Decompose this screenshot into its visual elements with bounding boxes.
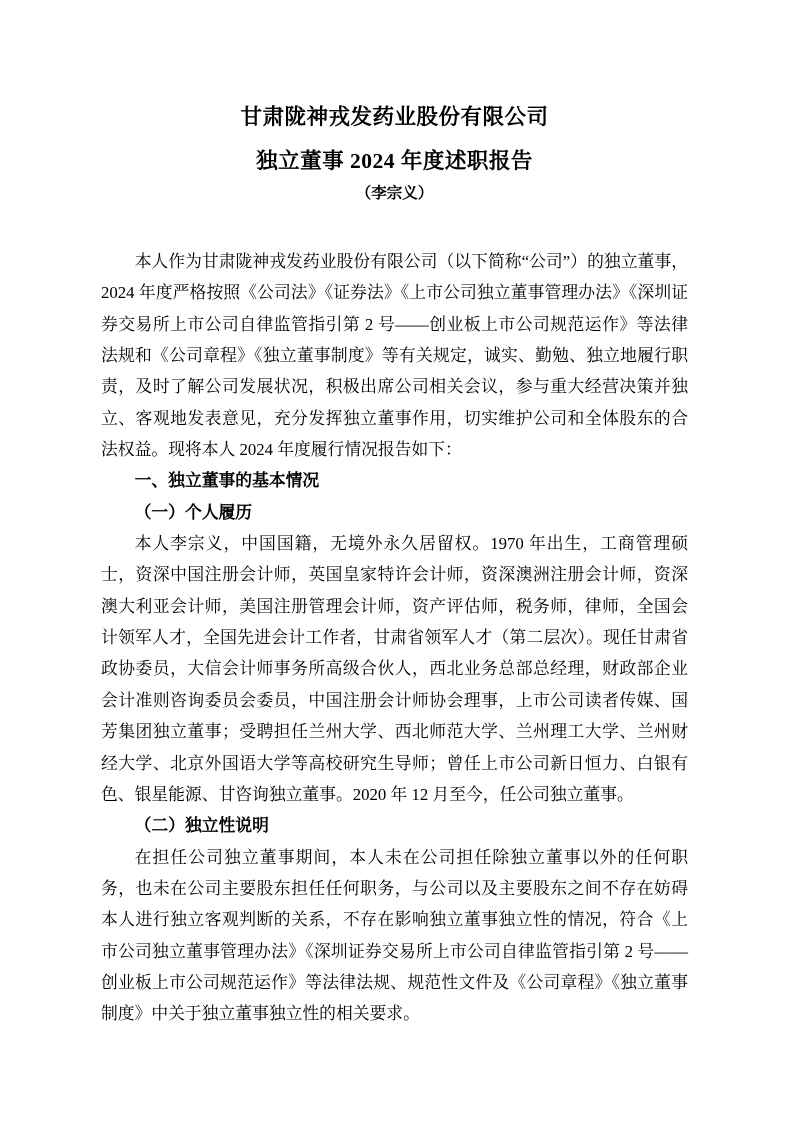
subsection-heading-personal-resume: （一）个人履历 bbox=[134, 502, 253, 522]
intro-paragraph: 本人作为甘肃陇神戎发药业股份有限公司（以下简称“公司”）的独立董事，2024 年度严格按照《公司法》《证券法》《上市公司独立董事管理办法》《深圳证券交易所上市公司自律监管指引第 2 号——创业板上市公司规范运作》等法律法规和《公司章程》《独立董事制度》等有关规定，诚实、勤勉、独立地履行职责，及时了解公司发展状况，积极出席公司相关会议，参与重大经营决策并独立、客观地发表意见，充分发挥独立董事作用，切实维护公司和全体股东的合法权益。现将本人 2024 年度履行情况报告如下： bbox=[101, 252, 688, 460]
section-heading-basic-info: 一、独立董事的基本情况 bbox=[134, 471, 320, 491]
document-title: 甘肃陇神戎发药业股份有限公司 bbox=[240, 105, 549, 129]
subsection-heading-independence-statement: （二）独立性说明 bbox=[134, 816, 269, 836]
document-body bbox=[101, 246, 688, 1030]
independence-statement-paragraph: 在担任公司独立董事期间，本人未在公司担任除独立董事以外的任何职务，也未在公司主要股东担任任何职务，与公司以及主要股东之间不存在妨碍本人进行独立客观判断的关系，不存在影响独立董事独立性的情况，符合《上市公司独立董事管理办法》《深圳证券交易所上市公司自律监管指引第 2 号——创业板上市公司规范运作》等法律法规、规范性文件及《公司章程》《独立董事制度》中关于独立董事独立性的相关要求。 bbox=[101, 847, 688, 1024]
document-subtitle: 独立董事 2024 年度述职报告 bbox=[256, 149, 533, 173]
personal-resume-paragraph: 本人李宗义，中国国籍，无境外永久居留权。1970 年出生，工商管理硕士，资深中国注册会计师，英国皇家特许会计师，资深澳洲注册会计师，资深澳大利亚会计师，美国注册管理会计师，资产评估师，税务师，律师，全国会计领军人才，全国先进会计工作者，甘肃省领军人才（第二层次）。现任甘肃省政协委员，大信会计师事务所高级合伙人，西北业务总部总经理，财政部企业会计准则咨询委员会委员，中国注册会计师协会理事，上市公司读者传媒、国芳集团独立董事；受聘担任兰州大学、西北师范大学、兰州理工大学、兰州财经大学、北京外国语大学等高校研究生导师；曾任上市公司新日恒力、白银有色、银星能源、甘咨询独立董事。2020 年 12 月至今，任公司独立董事。 bbox=[101, 534, 688, 804]
author-byline: （李宗义） bbox=[355, 185, 434, 202]
